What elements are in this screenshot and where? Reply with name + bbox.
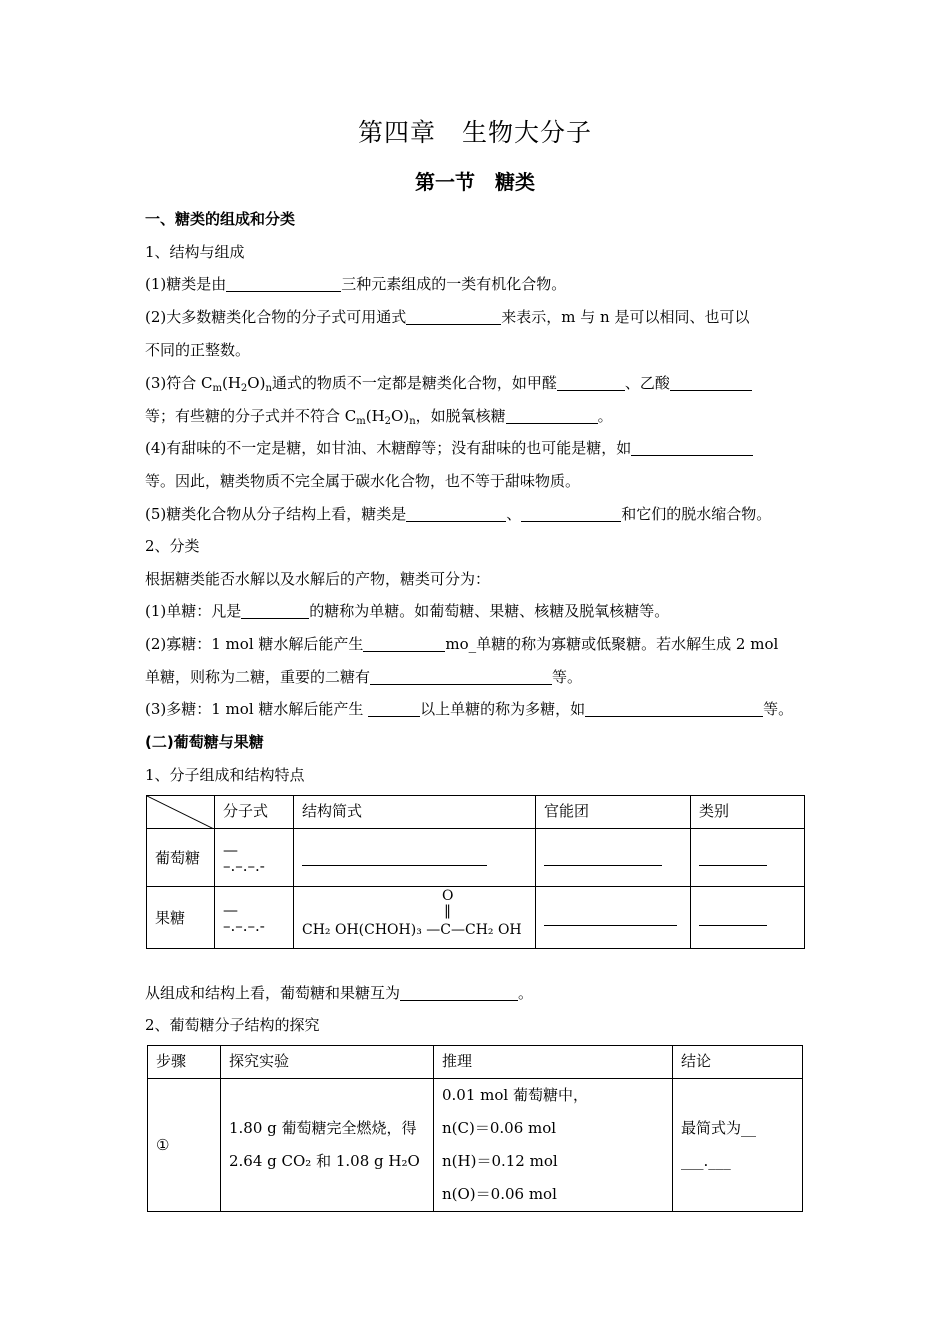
blank-elements[interactable] — [226, 277, 341, 292]
fructose-structure-cell — [294, 887, 536, 949]
inference-line-3: n(H)＝0.12 mol — [442, 1152, 558, 1170]
table1-corner-cell — [147, 796, 215, 829]
p3-text-c: O) — [247, 374, 266, 392]
p3-sub-n-2: n — [409, 416, 416, 427]
paragraph-2-cont: 不同的正整数。 — [145, 341, 251, 359]
blank-monosaccharide[interactable] — [241, 604, 309, 619]
table1-header-functional-group: 官能团 — [536, 796, 691, 829]
blank-polyhydroxy-ketone[interactable] — [521, 507, 621, 522]
p3-sub-2-2: 2 — [384, 416, 392, 427]
table1-header-structure: 结构简式 — [294, 796, 536, 829]
blank-oligo-count[interactable] — [363, 637, 445, 652]
experiment-line-2: 2.64 g CO₂ 和 1.08 g H₂O — [229, 1152, 420, 1170]
blank-disaccharides[interactable] — [370, 670, 552, 685]
subheading-glucose-exploration: 2、葡萄糖分子结构的探究 — [145, 1016, 320, 1034]
structure-table — [146, 795, 805, 949]
blank-isomer[interactable] — [400, 986, 518, 1001]
isomer-text-a: 从组成和结构上看，葡萄糖和果糖互为 — [145, 984, 401, 1002]
p3-text-a: (3)符合 C — [145, 374, 213, 392]
c2-text-c: 单糖，则称为二糖，重要的二糖有 — [145, 668, 371, 686]
dash-bottom-2: –.–.–.- — [223, 916, 265, 935]
paragraph-3-cont — [145, 406, 613, 426]
p3-text-f: 等；有些糖的分子式并不符合 C — [145, 407, 357, 425]
class-oligosaccharide — [145, 634, 778, 654]
blank-polysaccharides[interactable] — [585, 702, 763, 717]
blank-general-formula[interactable] — [406, 310, 501, 325]
step-number: ① — [148, 1079, 221, 1212]
c2-text-a: (2)寡糖：1 mol 糖水解后能产生 — [145, 635, 364, 653]
section-title: 第一节 糖类 — [415, 170, 535, 194]
paragraph-1 — [145, 274, 566, 294]
inference-cell — [434, 1079, 673, 1212]
table1-header-category: 类别 — [691, 796, 805, 829]
c2-text-b: mo_单糖的称为寡糖或低聚糖。若水解生成 2 mol — [445, 635, 779, 653]
inference-line-1: 0.01 mol 葡萄糖中， — [442, 1086, 588, 1104]
table1-header-formula: 分子式 — [215, 796, 294, 829]
fructose-structure — [298, 888, 531, 948]
glucose-category-cell[interactable] — [691, 829, 805, 887]
conclusion-blank[interactable]: ___.___ — [681, 1152, 731, 1170]
inference-line-2: n(C)＝0.06 mol — [442, 1119, 557, 1137]
p5-text-a: (5)糖类化合物从分子结构上看，糖类是 — [145, 505, 407, 523]
glucose-group-cell[interactable] — [536, 829, 691, 887]
class-oligosaccharide-cont — [145, 667, 582, 687]
exploration-table — [147, 1045, 803, 1212]
p2-text-b: 来表示，m 与 n 是可以相同、也可以 — [501, 308, 750, 326]
c1-text-a: (1)单糖：凡是 — [145, 602, 242, 620]
experiment-line-1: 1.80 g 葡萄糖完全燃烧，得 — [229, 1119, 417, 1137]
p3-text-g: ，如脱氧核糖 — [415, 407, 506, 425]
blank-non-sweet-sugar[interactable] — [631, 441, 753, 456]
blank-fructose-category[interactable] — [699, 911, 767, 926]
dash-bottom: –.–.–.- — [223, 856, 265, 875]
blank-formaldehyde[interactable] — [557, 376, 625, 391]
subheading-classification: 2、分类 — [145, 537, 200, 555]
inference-line-4: n(O)＝0.06 mol — [442, 1185, 557, 1203]
class-monosaccharide — [145, 601, 669, 621]
p3-sub-m: m — [212, 383, 222, 394]
paragraph-4-cont: 等。因此，糖类物质不完全属于碳水化合物，也不等于甜味物质。 — [145, 472, 581, 490]
p3-sub-n: n — [265, 383, 272, 394]
blank-deoxyribose[interactable] — [506, 409, 598, 424]
paragraph-4 — [145, 438, 753, 458]
blank-glucose-group[interactable] — [544, 851, 662, 866]
conclusion-text: 最简式为__ — [681, 1119, 757, 1137]
p3-text-b: (H — [221, 374, 241, 392]
carbonyl-oxygen: O — [442, 887, 454, 904]
p3-text-d: 通式的物质不一定都是糖类化合物，如甲醛 — [271, 374, 557, 392]
c2-text-d: 等。 — [552, 668, 583, 686]
p5-text-b: 、 — [506, 505, 522, 523]
p3-sub-2: 2 — [240, 383, 248, 394]
c3-text-c: 等。 — [763, 700, 794, 718]
blank-poly-count[interactable] — [368, 702, 420, 717]
chapter-title: 第四章 生物大分子 — [357, 118, 592, 147]
p4-text-a: (4)有甜味的不一定是糖，如甘油、木糖醇等；没有甜味的也可能是糖，如 — [145, 439, 632, 457]
p3-text-e: 、乙酸 — [624, 374, 670, 392]
blank-glucose-structure[interactable] — [302, 851, 487, 866]
subheading-molecular-structure: 1、分子组成和结构特点 — [145, 766, 305, 784]
fructose-group-cell[interactable] — [536, 887, 691, 949]
blank-fructose-group[interactable] — [544, 911, 677, 926]
p3-sub-m-2: m — [356, 416, 366, 427]
isomer-statement — [145, 983, 533, 1003]
table2-header-inference: 推理 — [434, 1046, 673, 1079]
isomer-text-b: 。 — [518, 984, 534, 1002]
subheading-structure: 1、结构与组成 — [145, 243, 245, 261]
table2-header-experiment: 探究实验 — [221, 1046, 434, 1079]
table2-header-step: 步骤 — [148, 1046, 221, 1079]
diagonal-line — [147, 796, 214, 829]
p3-text-b-2: (H — [365, 407, 385, 425]
p2-text-a: (2)大多数糖类化合物的分子式可用通式 — [145, 308, 407, 326]
class-polysaccharide — [145, 699, 793, 719]
double-bond: ‖ — [444, 902, 451, 919]
heading-composition: 一、糖类的组成和分类 — [145, 210, 296, 228]
glucose-formula-cell[interactable] — [215, 829, 294, 887]
dash-top: — — [223, 840, 238, 859]
fructose-formula-cell[interactable] — [215, 887, 294, 949]
c3-text-b: 以上单糖的称为多糖，如 — [420, 700, 586, 718]
p3-text-h: 。 — [597, 407, 613, 425]
conclusion-cell[interactable] — [673, 1079, 803, 1212]
p5-text-c: 和它们的脱水缩合物。 — [621, 505, 772, 523]
blank-glucose-category[interactable] — [699, 851, 767, 866]
blank-polyhydroxy-aldehyde[interactable] — [406, 507, 506, 522]
p1-text-b: 三种元素组成的一类有机化合物。 — [341, 275, 567, 293]
paragraph-5 — [145, 504, 771, 524]
experiment-cell — [221, 1079, 434, 1212]
c3-text-a: (3)多糖：1 mol 糖水解后能产生 — [145, 700, 369, 718]
p3-text-c-2: O) — [391, 407, 410, 425]
fructose-category-cell[interactable] — [691, 887, 805, 949]
fructose-formula-text: CH₂ OH(CHOH)₃ —C—CH₂ OH — [302, 921, 522, 938]
paragraph-2 — [145, 307, 749, 327]
p1-text-a: (1)糖类是由 — [145, 275, 227, 293]
dash-top-2: — — [223, 900, 238, 919]
heading-glucose-fructose: (二)葡萄糖与果糖 — [145, 733, 264, 751]
glucose-structure-cell[interactable] — [294, 829, 536, 887]
blank-acetic-acid[interactable] — [670, 376, 752, 391]
c1-text-b: 的糖称为单糖。如葡萄糖、果糖、核糖及脱氧核糖等。 — [309, 602, 670, 620]
paragraph-3 — [145, 373, 752, 393]
row-glucose-name: 葡萄糖 — [147, 829, 215, 887]
classification-intro: 根据糖类能否水解以及水解后的产物，糖类可分为： — [145, 570, 491, 588]
row-fructose-name: 果糖 — [147, 887, 215, 949]
table2-header-conclusion: 结论 — [673, 1046, 803, 1079]
